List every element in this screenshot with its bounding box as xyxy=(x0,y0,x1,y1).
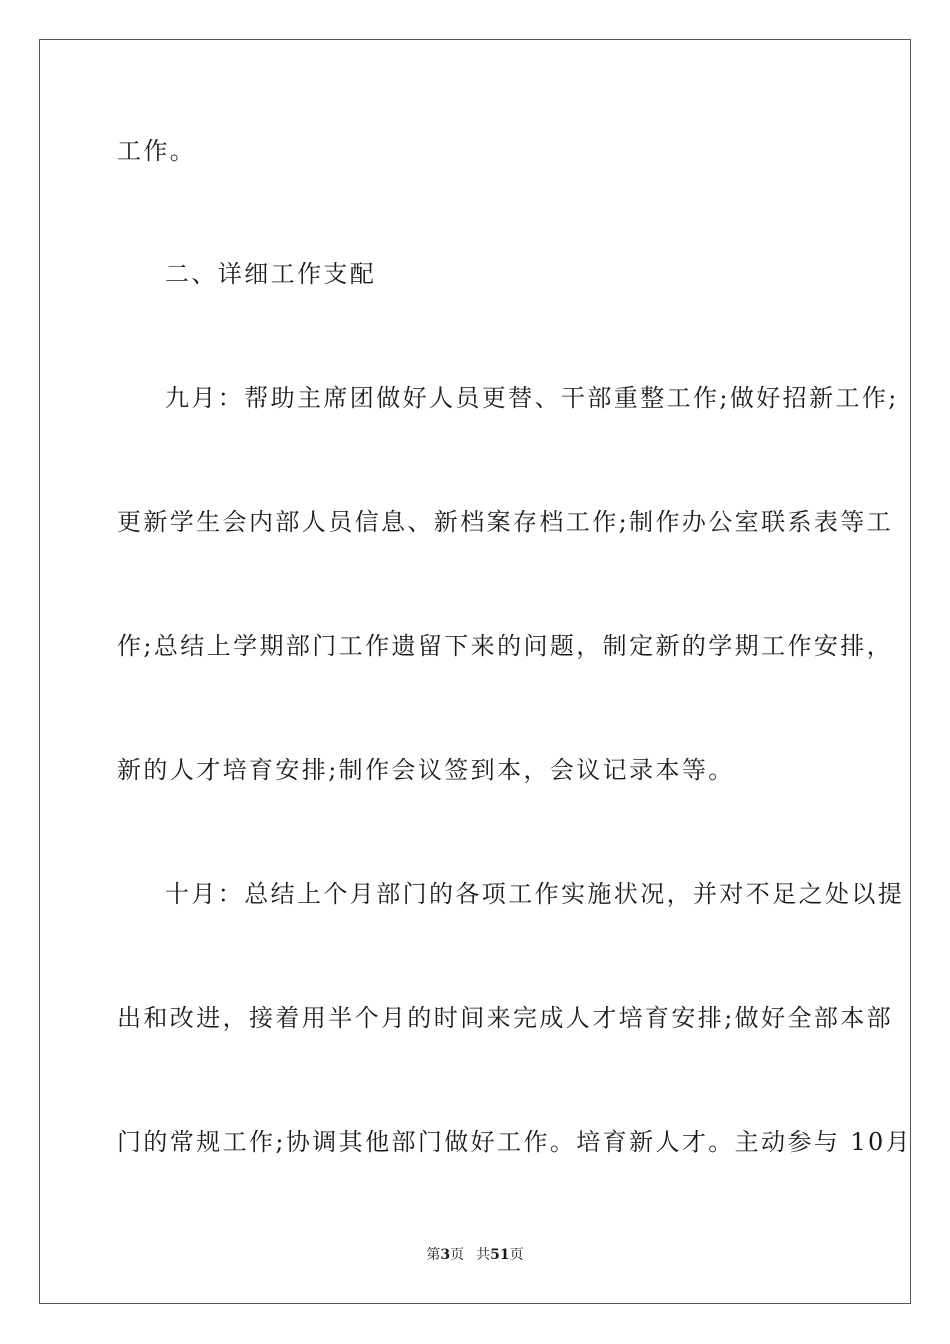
paragraph-line: 新的人才培育安排;制作会议签到本，会议记录本等。 xyxy=(117,756,735,784)
page-prefix: 第 xyxy=(426,1247,441,1263)
total-prefix: 共 xyxy=(476,1247,491,1263)
paragraph-line: 工作。 xyxy=(117,137,197,165)
paragraph-line: 十月：总结上个月部门的各项工作实施状况，并对不足之处以提 xyxy=(165,880,905,908)
page-number: 3 xyxy=(440,1247,451,1263)
page-footer xyxy=(0,1246,950,1264)
total-suffix: 页 xyxy=(509,1247,524,1263)
paragraph-line: 门的常规工作;协调其他部门做好工作。培育新人才。主动参与 10月 xyxy=(117,1128,913,1156)
page-border xyxy=(39,39,911,1304)
paragraph-line: 九月：帮助主席团做好人员更替、干部重整工作;做好招新工作; xyxy=(165,384,899,412)
total-pages: 51 xyxy=(490,1247,510,1263)
section-heading: 二、详细工作支配 xyxy=(165,260,377,288)
page-suffix: 页 xyxy=(450,1247,465,1263)
paragraph-line: 更新学生会内部人员信息、新档案存档工作;制作办公室联系表等工 xyxy=(117,508,894,536)
paragraph-line: 出和改进，接着用半个月的时间来完成人才培育安排;做好全部本部 xyxy=(117,1004,894,1032)
paragraph-line: 作;总结上学期部门工作遗留下来的问题，制定新的学期工作安排， xyxy=(117,632,894,660)
